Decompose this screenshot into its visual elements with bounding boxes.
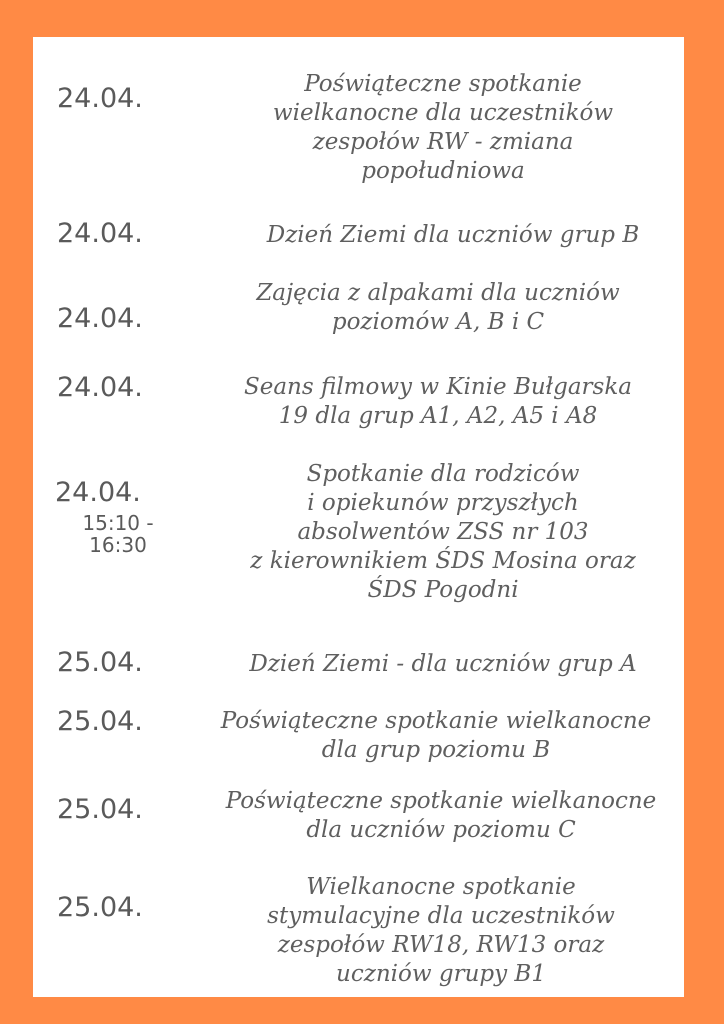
event-description: Dzień Ziemi - dla uczniów grup A <box>249 651 637 677</box>
event-description: Seans filmowy w Kinie Bułgarska 19 dla grup A1, A2, A5 i A8 <box>243 374 633 429</box>
event-date: 25.04. <box>57 892 143 923</box>
event-description: Spotkanie dla rodziców i opiekunów przyszłych absolwentów ZSS nr 103 z kierownikiem ŚDS Mosina oraz ŚDS Pogodni <box>250 461 636 603</box>
event-time: 15:10 - 16:30 <box>82 511 154 557</box>
event-date: 24.04. <box>57 372 143 403</box>
schedule-page <box>33 37 684 997</box>
event-description: Wielkanocne spotkanie stymulacyjne dla uczestników zespołów RW18, RW13 oraz uczniów grupy B1 <box>267 874 615 987</box>
event-description: Zajęcia z alpakami dla uczniów poziomów A, B i C <box>256 280 620 335</box>
event-date: 24.04. <box>57 303 143 334</box>
event-description: Poświąteczne spotkanie wielkanocne dla uczniów poziomu C <box>225 788 657 843</box>
event-date: 25.04. <box>57 794 143 825</box>
event-description: Poświąteczne spotkanie wielkanocne dla uczestników zespołów RW - zmiana popołudniowa <box>272 71 614 184</box>
event-description: Poświąteczne spotkanie wielkanocne dla grup poziomu B <box>220 708 652 763</box>
event-date: 25.04. <box>57 647 143 678</box>
event-date: 24.04. <box>55 477 141 508</box>
event-date: 24.04. <box>57 218 143 249</box>
event-date: 24.04. <box>57 83 143 114</box>
event-description: Dzień Ziemi dla uczniów grup B <box>266 222 640 248</box>
event-date: 25.04. <box>57 706 143 737</box>
